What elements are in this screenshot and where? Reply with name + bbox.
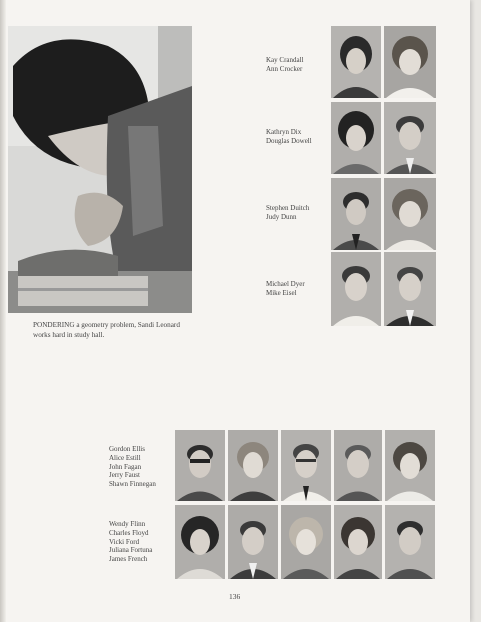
student-name: Stephen Duitch bbox=[266, 204, 310, 212]
portrait bbox=[384, 26, 436, 98]
portrait bbox=[281, 505, 331, 579]
student-name: Michael Dyer bbox=[266, 280, 305, 288]
student-name: Kay Crandall bbox=[266, 56, 304, 64]
student-name: Vicki Ford bbox=[109, 537, 140, 546]
portrait bbox=[281, 430, 331, 501]
portrait bbox=[331, 26, 381, 98]
portrait bbox=[384, 178, 436, 250]
student-name: Alice Estill bbox=[109, 453, 141, 462]
page-binding bbox=[0, 0, 6, 622]
portrait bbox=[385, 505, 435, 579]
portrait bbox=[384, 252, 436, 326]
portrait bbox=[384, 102, 436, 174]
names-block-6 bbox=[109, 520, 152, 564]
names-block-4 bbox=[266, 280, 305, 298]
portrait bbox=[331, 252, 381, 326]
student-name: Juliana Fortuna bbox=[109, 546, 153, 555]
portrait bbox=[331, 102, 381, 174]
portrait bbox=[175, 505, 225, 579]
student-name: Shawn Finnegan bbox=[109, 480, 156, 489]
student-name: Ann Crocker bbox=[266, 64, 303, 73]
feature-photo-caption: PONDERING a geometry problem, Sandi Leonard works hard in study hall. bbox=[33, 321, 180, 339]
student-name: Charles Floyd bbox=[109, 528, 149, 537]
names-block-2 bbox=[266, 128, 312, 146]
student-name: Kathryn Dix bbox=[266, 128, 302, 136]
portrait bbox=[334, 430, 382, 501]
student-name: Mike Eisel bbox=[266, 288, 297, 297]
student-name: Judy Dunn bbox=[266, 212, 297, 221]
student-name: John Fagan bbox=[109, 462, 142, 471]
portrait bbox=[334, 505, 382, 579]
student-name: Douglas Dowell bbox=[266, 136, 312, 145]
student-name: Gordon Ellis bbox=[109, 445, 145, 453]
portrait bbox=[228, 505, 278, 579]
student-name: Wendy Flinn bbox=[109, 520, 146, 528]
portrait bbox=[228, 430, 278, 501]
names-block-1 bbox=[266, 56, 304, 74]
student-name: James French bbox=[109, 555, 148, 564]
page-number: 136 bbox=[229, 592, 241, 601]
portrait bbox=[385, 430, 435, 501]
names-block-5 bbox=[109, 445, 156, 489]
names-block-3 bbox=[266, 204, 309, 222]
feature-photo bbox=[8, 26, 192, 313]
portrait bbox=[175, 430, 225, 501]
portrait bbox=[331, 178, 381, 250]
student-name: Jerry Faust bbox=[109, 471, 140, 480]
